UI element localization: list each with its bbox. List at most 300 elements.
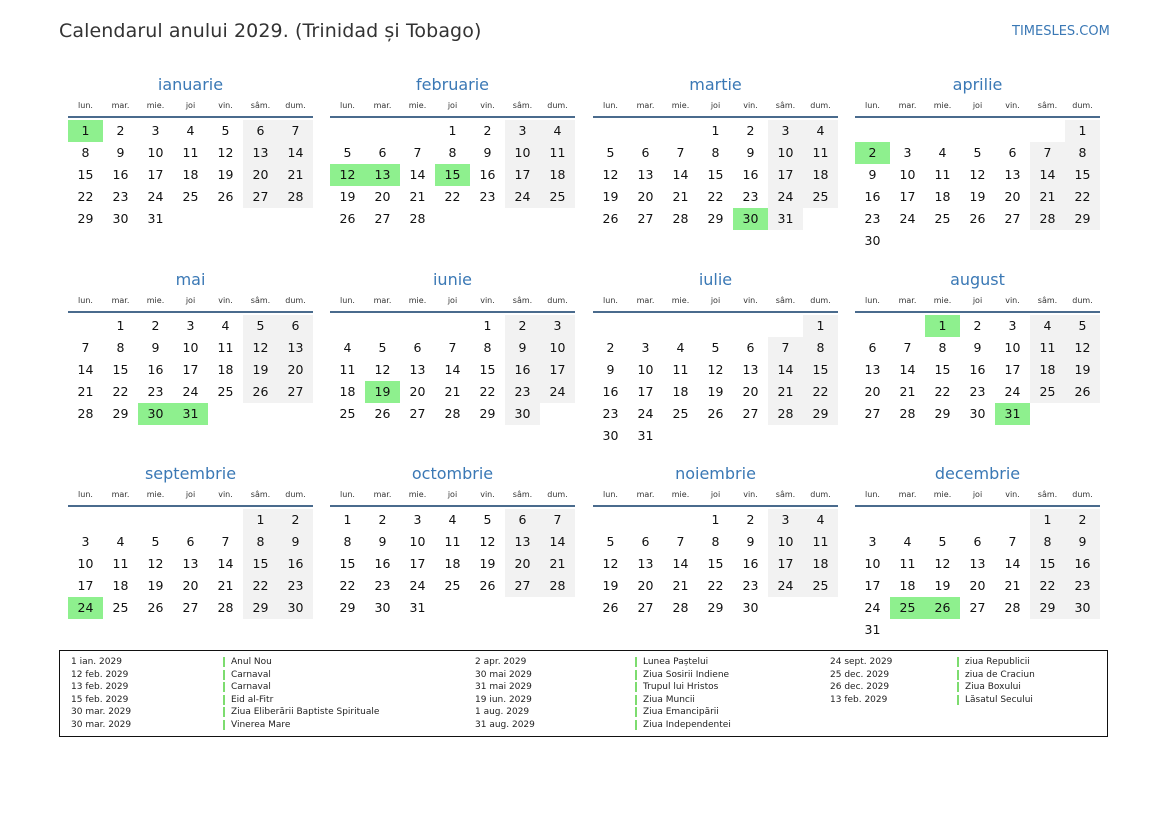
- day-cell: 7: [221, 534, 230, 549]
- weekday-label: joi: [447, 490, 458, 499]
- day-cell: 30: [602, 428, 619, 443]
- day-cell: 22: [112, 384, 129, 399]
- holiday-entry: [475, 656, 805, 669]
- day-cell: 31: [637, 428, 654, 443]
- holiday-marker: [635, 682, 637, 692]
- day-cell: 17: [147, 167, 164, 182]
- day-cell: 11: [1030, 337, 1065, 359]
- day-cell: 1: [711, 123, 720, 138]
- weekday-label: sâm.: [1037, 490, 1058, 499]
- day-cell: 26: [217, 189, 234, 204]
- day-cell: 13: [969, 556, 986, 571]
- weekday-label: mar.: [898, 296, 917, 305]
- day-cell: 7: [768, 337, 803, 359]
- holiday-marker: [223, 682, 225, 692]
- day-cell: 26: [339, 211, 356, 226]
- day-cell: 11: [672, 362, 689, 377]
- day-cell: 10: [768, 142, 803, 164]
- day-cell: 19: [602, 189, 619, 204]
- weekday-label: mar.: [898, 490, 917, 499]
- day-cell: 26: [147, 600, 164, 615]
- day-cell: 28: [1030, 208, 1065, 230]
- day-cell: 2: [746, 512, 755, 527]
- day-cell: 5: [343, 145, 352, 160]
- day-cell: 22: [444, 189, 461, 204]
- day-cell: 23: [374, 578, 391, 593]
- month-title: aprilie: [952, 75, 1003, 94]
- day-cell: 16: [479, 167, 496, 182]
- empty-cell: [173, 509, 208, 531]
- day-cell: 15: [1030, 553, 1065, 575]
- day-cell: 26: [707, 406, 724, 421]
- day-cell: 4: [343, 340, 352, 355]
- day-cell: 15: [112, 362, 129, 377]
- weekday-label: mar.: [898, 101, 917, 110]
- empty-cell: [995, 120, 1030, 142]
- day-cell: 13: [1004, 167, 1021, 182]
- month-iunie: [330, 269, 575, 425]
- holiday-marker: [957, 670, 959, 680]
- brand-link[interactable]: TIMESLES.COM: [1012, 24, 1110, 39]
- day-cell: 16: [278, 553, 313, 575]
- holiday-legend: [59, 650, 1108, 737]
- weekday-label: lun.: [78, 490, 93, 499]
- days-grid: [593, 120, 838, 230]
- month-title: august: [950, 270, 1005, 289]
- day-cell: 24: [540, 381, 575, 403]
- day-cell: 5: [483, 512, 492, 527]
- day-cell: 18: [934, 189, 951, 204]
- day-cell: 10: [77, 556, 94, 571]
- weekday-label: mar.: [636, 296, 655, 305]
- empty-cell: [400, 120, 435, 142]
- day-cell: 22: [1065, 186, 1100, 208]
- day-cell: 3: [768, 120, 803, 142]
- holiday-day-cell: 24: [68, 597, 103, 619]
- weekday-header: [68, 485, 313, 507]
- holiday-date: 2 apr. 2029: [475, 657, 527, 667]
- day-cell: 7: [1030, 142, 1065, 164]
- day-cell: 5: [606, 145, 615, 160]
- day-cell: 17: [768, 553, 803, 575]
- weekday-label: joi: [447, 101, 458, 110]
- day-cell: 4: [676, 340, 685, 355]
- day-cell: 15: [707, 167, 724, 182]
- day-cell: 14: [540, 531, 575, 553]
- empty-cell: [890, 315, 925, 337]
- weekday-label: vin.: [480, 490, 495, 499]
- day-cell: 18: [1030, 359, 1065, 381]
- day-cell: 6: [505, 509, 540, 531]
- day-cell: 17: [409, 556, 426, 571]
- weekday-label: vin.: [218, 101, 233, 110]
- weekday-label: dum.: [1072, 490, 1093, 499]
- day-cell: 9: [505, 337, 540, 359]
- days-grid: [593, 509, 838, 619]
- empty-cell: [593, 509, 628, 531]
- holiday-entry: [71, 681, 401, 694]
- holiday-day-cell: 19: [365, 381, 400, 403]
- day-cell: 5: [243, 315, 278, 337]
- day-cell: 23: [1065, 575, 1100, 597]
- day-cell: 20: [409, 384, 426, 399]
- day-cell: 14: [217, 556, 234, 571]
- weekday-label: vin.: [218, 296, 233, 305]
- day-cell: 13: [742, 362, 759, 377]
- day-cell: 24: [147, 189, 164, 204]
- holiday-day-cell: 1: [925, 315, 960, 337]
- day-cell: 27: [505, 575, 540, 597]
- weekday-label: vin.: [743, 101, 758, 110]
- weekday-label: mar.: [373, 296, 392, 305]
- holiday-entry: [830, 694, 1160, 707]
- weekday-label: sâm.: [775, 101, 796, 110]
- holiday-date: 31 mai 2029: [475, 682, 532, 693]
- day-cell: 27: [374, 211, 391, 226]
- holiday-date: 12 feb. 2029: [71, 669, 129, 680]
- day-cell: 23: [969, 384, 986, 399]
- day-cell: 25: [540, 186, 575, 208]
- day-cell: 19: [217, 167, 234, 182]
- holiday-entry: [71, 656, 401, 669]
- day-cell: 21: [217, 578, 234, 593]
- weekday-header: [855, 485, 1100, 507]
- weekday-label: sâm.: [1037, 101, 1058, 110]
- holiday-day-cell: 31: [173, 403, 208, 425]
- day-cell: 5: [938, 534, 947, 549]
- day-cell: 4: [803, 120, 838, 142]
- day-cell: 2: [116, 123, 125, 138]
- holiday-day-cell: 12: [330, 164, 365, 186]
- day-cell: 11: [899, 556, 916, 571]
- day-cell: 6: [278, 315, 313, 337]
- day-cell: 23: [112, 189, 129, 204]
- days-grid: [68, 315, 313, 425]
- holiday-entry: [830, 681, 1160, 694]
- day-cell: 4: [938, 145, 947, 160]
- day-cell: 11: [540, 142, 575, 164]
- holiday-name: Vinerea Mare: [231, 720, 291, 730]
- day-cell: 3: [641, 340, 650, 355]
- day-cell: 12: [707, 362, 724, 377]
- day-cell: 3: [505, 120, 540, 142]
- empty-cell: [698, 315, 733, 337]
- day-cell: 9: [746, 145, 755, 160]
- weekday-label: joi: [972, 101, 983, 110]
- day-cell: 28: [1004, 600, 1021, 615]
- day-cell: 8: [803, 337, 838, 359]
- day-cell: 14: [1030, 164, 1065, 186]
- day-cell: 27: [742, 406, 759, 421]
- holiday-marker: [957, 657, 959, 667]
- day-cell: 4: [803, 509, 838, 531]
- day-cell: 27: [243, 186, 278, 208]
- weekday-label: sâm.: [512, 101, 533, 110]
- day-cell: 28: [217, 600, 234, 615]
- month-septembrie: [68, 463, 313, 619]
- month-martie: [593, 74, 838, 230]
- month-title: mai: [175, 270, 206, 289]
- day-cell: 26: [1065, 381, 1100, 403]
- day-cell: 9: [483, 145, 492, 160]
- weekday-label: dum.: [810, 296, 831, 305]
- weekday-label: vin.: [1005, 490, 1020, 499]
- day-cell: 16: [742, 167, 759, 182]
- weekday-label: dum.: [810, 101, 831, 110]
- weekday-label: sâm.: [1037, 296, 1058, 305]
- weekday-label: joi: [972, 296, 983, 305]
- weekday-label: lun.: [865, 490, 880, 499]
- weekday-label: joi: [185, 296, 196, 305]
- weekday-header: [68, 96, 313, 118]
- days-grid: [593, 315, 838, 447]
- day-cell: 12: [1065, 337, 1100, 359]
- day-cell: 17: [637, 384, 654, 399]
- day-cell: 7: [676, 145, 685, 160]
- holiday-name: Ziua Muncii: [643, 694, 695, 705]
- day-cell: 23: [505, 381, 540, 403]
- days-grid: [855, 509, 1100, 641]
- holiday-marker: [957, 682, 959, 692]
- month-noiembrie: [593, 463, 838, 619]
- empty-cell: [768, 315, 803, 337]
- day-cell: 4: [116, 534, 125, 549]
- empty-cell: [855, 120, 890, 142]
- empty-cell: [400, 315, 435, 337]
- day-cell: 18: [803, 164, 838, 186]
- weekday-label: vin.: [480, 296, 495, 305]
- day-cell: 21: [409, 189, 426, 204]
- day-cell: 12: [969, 167, 986, 182]
- day-cell: 28: [899, 406, 916, 421]
- day-cell: 2: [378, 512, 387, 527]
- day-cell: 30: [505, 403, 540, 425]
- day-cell: 27: [409, 406, 426, 421]
- day-cell: 8: [1030, 531, 1065, 553]
- day-cell: 22: [479, 384, 496, 399]
- days-grid: [855, 315, 1100, 425]
- day-cell: 26: [374, 406, 391, 421]
- day-cell: 20: [637, 189, 654, 204]
- holiday-marker: [635, 720, 637, 730]
- day-cell: 9: [278, 531, 313, 553]
- day-cell: 6: [1008, 145, 1017, 160]
- weekday-label: joi: [185, 490, 196, 499]
- weekday-label: lun.: [865, 101, 880, 110]
- holiday-marker: [223, 720, 225, 730]
- day-cell: 29: [1030, 597, 1065, 619]
- day-cell: 9: [868, 167, 877, 182]
- day-cell: 31: [147, 211, 164, 226]
- empty-cell: [628, 315, 663, 337]
- day-cell: 22: [77, 189, 94, 204]
- day-cell: 13: [864, 362, 881, 377]
- day-cell: 8: [711, 145, 720, 160]
- day-cell: 5: [606, 534, 615, 549]
- holiday-marker: [635, 657, 637, 667]
- weekday-label: lun.: [340, 101, 355, 110]
- month-august: [855, 269, 1100, 425]
- holiday-name: ziua de Craciun: [965, 669, 1035, 680]
- day-cell: 4: [186, 123, 195, 138]
- holiday-date: 15 feb. 2029: [71, 694, 129, 705]
- month-ianuarie: [68, 74, 313, 230]
- day-cell: 4: [448, 512, 457, 527]
- day-cell: 3: [903, 145, 912, 160]
- day-cell: 21: [899, 384, 916, 399]
- day-cell: 28: [768, 403, 803, 425]
- weekday-label: mie.: [146, 101, 165, 110]
- day-cell: 3: [768, 509, 803, 531]
- empty-cell: [68, 315, 103, 337]
- empty-cell: [663, 315, 698, 337]
- day-cell: 15: [243, 553, 278, 575]
- holiday-name: Lăsatul Secului: [965, 694, 1033, 705]
- day-cell: 23: [479, 189, 496, 204]
- day-cell: 7: [81, 340, 90, 355]
- day-cell: 25: [672, 406, 689, 421]
- day-cell: 9: [606, 362, 615, 377]
- holiday-name: Ziua Eliberării Baptiste Spirituale: [231, 707, 380, 718]
- holiday-day-cell: 13: [365, 164, 400, 186]
- day-cell: 21: [278, 164, 313, 186]
- day-cell: 3: [151, 123, 160, 138]
- day-cell: 15: [479, 362, 496, 377]
- day-cell: 19: [707, 384, 724, 399]
- day-cell: 20: [637, 578, 654, 593]
- empty-cell: [68, 509, 103, 531]
- day-cell: 25: [217, 384, 234, 399]
- holiday-name: Lunea Paștelui: [643, 657, 709, 667]
- day-cell: 29: [77, 211, 94, 226]
- day-cell: 10: [182, 340, 199, 355]
- day-cell: 19: [479, 556, 496, 571]
- day-cell: 2: [483, 123, 492, 138]
- empty-cell: [365, 315, 400, 337]
- day-cell: 17: [768, 164, 803, 186]
- day-cell: 22: [803, 381, 838, 403]
- empty-cell: [663, 509, 698, 531]
- day-cell: 17: [182, 362, 199, 377]
- empty-cell: [593, 315, 628, 337]
- weekday-header: [330, 485, 575, 507]
- day-cell: 20: [969, 578, 986, 593]
- day-cell: 2: [973, 318, 982, 333]
- holiday-entry: [71, 669, 401, 682]
- day-cell: 14: [409, 167, 426, 182]
- day-cell: 13: [505, 531, 540, 553]
- empty-cell: [365, 120, 400, 142]
- day-cell: 23: [742, 189, 759, 204]
- day-cell: 29: [339, 600, 356, 615]
- weekday-label: mie.: [408, 490, 427, 499]
- day-cell: 21: [77, 384, 94, 399]
- day-cell: 20: [243, 164, 278, 186]
- holiday-date: 1 aug. 2029: [475, 707, 530, 718]
- day-cell: 28: [409, 211, 426, 226]
- weekday-header: [330, 96, 575, 118]
- day-cell: 30: [864, 233, 881, 248]
- day-cell: 7: [903, 340, 912, 355]
- day-cell: 3: [186, 318, 195, 333]
- day-cell: 12: [479, 534, 496, 549]
- day-cell: 29: [112, 406, 129, 421]
- day-cell: 21: [672, 578, 689, 593]
- empty-cell: [330, 120, 365, 142]
- day-cell: 21: [768, 381, 803, 403]
- day-cell: 17: [505, 164, 540, 186]
- day-cell: 18: [444, 556, 461, 571]
- holiday-date: 1 ian. 2029: [71, 657, 122, 667]
- day-cell: 28: [540, 575, 575, 597]
- day-cell: 16: [1065, 553, 1100, 575]
- weekday-label: joi: [710, 296, 721, 305]
- day-cell: 26: [969, 211, 986, 226]
- day-cell: 1: [483, 318, 492, 333]
- day-cell: 10: [540, 337, 575, 359]
- day-cell: 28: [77, 406, 94, 421]
- day-cell: 22: [1030, 575, 1065, 597]
- holiday-date: 19 iun. 2029: [475, 694, 532, 705]
- weekday-label: vin.: [218, 490, 233, 499]
- day-cell: 6: [641, 534, 650, 549]
- holiday-marker: [957, 695, 959, 705]
- month-title: septembrie: [144, 464, 237, 483]
- empty-cell: [925, 120, 960, 142]
- day-cell: 23: [278, 575, 313, 597]
- day-cell: 25: [803, 575, 838, 597]
- weekday-label: sâm.: [775, 490, 796, 499]
- day-cell: 24: [768, 186, 803, 208]
- day-cell: 9: [378, 534, 387, 549]
- day-cell: 1: [803, 315, 838, 337]
- day-cell: 12: [602, 556, 619, 571]
- empty-cell: [890, 120, 925, 142]
- day-cell: 26: [602, 600, 619, 615]
- day-cell: 20: [278, 359, 313, 381]
- holiday-marker: [635, 695, 637, 705]
- day-cell: 14: [278, 142, 313, 164]
- day-cell: 6: [746, 340, 755, 355]
- day-cell: 22: [707, 578, 724, 593]
- weekday-header: [593, 485, 838, 507]
- holiday-date: 30 mar. 2029: [71, 720, 132, 730]
- weekday-label: mie.: [933, 101, 952, 110]
- day-cell: 8: [116, 340, 125, 355]
- weekday-header: [330, 291, 575, 313]
- day-cell: 12: [602, 167, 619, 182]
- day-cell: 5: [711, 340, 720, 355]
- weekday-label: dum.: [285, 490, 306, 499]
- day-cell: 18: [899, 578, 916, 593]
- day-cell: 5: [973, 145, 982, 160]
- day-cell: 24: [637, 406, 654, 421]
- day-cell: 19: [602, 578, 619, 593]
- day-cell: 24: [899, 211, 916, 226]
- weekday-label: sâm.: [250, 296, 271, 305]
- day-cell: 29: [803, 403, 838, 425]
- weekday-label: lun.: [78, 296, 93, 305]
- day-cell: 8: [711, 534, 720, 549]
- day-cell: 10: [505, 142, 540, 164]
- day-cell: 18: [217, 362, 234, 377]
- day-cell: 8: [1065, 142, 1100, 164]
- weekday-label: mie.: [408, 296, 427, 305]
- day-cell: 25: [803, 186, 838, 208]
- day-cell: 18: [339, 384, 356, 399]
- day-cell: 2: [1065, 509, 1100, 531]
- weekday-label: joi: [710, 101, 721, 110]
